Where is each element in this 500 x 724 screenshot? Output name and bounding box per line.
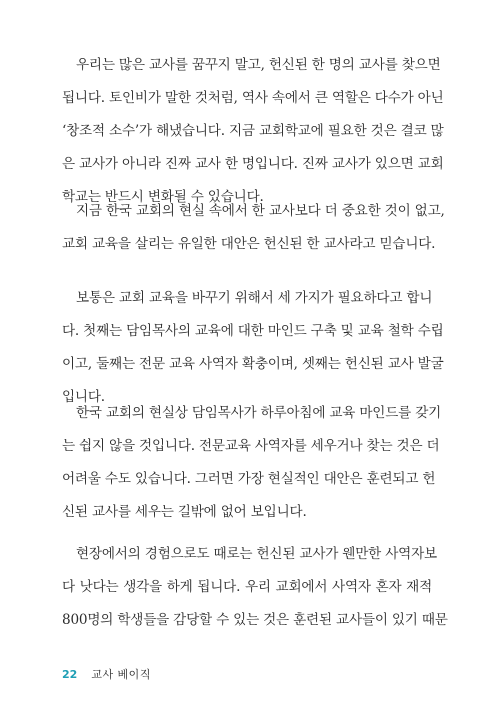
text-line: 다. 첫째는 담임목사의 교육에 대한 마인드 구축 및 교육 철학 수립	[62, 323, 444, 339]
paragraph-4	[62, 403, 442, 522]
text-line: 이고, 둘째는 전문 교육 사역자 확충이며, 셋째는 헌신된 교사 발굴	[62, 356, 444, 372]
paragraph-2	[62, 201, 445, 254]
book-title: 교사 베이직	[91, 668, 151, 681]
text-line: 는 쉽지 않을 것입니다. 전문교육 사역자를 세우거나 찾는 것은 더	[62, 438, 440, 454]
text-line: 지금 한국 교회의 현실 속에서 한 교사보다 더 중요한 것이 없고,	[76, 203, 445, 219]
text-line: 신된 교사를 세우는 길밖에 없어 보입니다.	[62, 504, 307, 520]
text-line: 입니다.	[62, 389, 105, 405]
text-line: 됩니다. 토인비가 말한 것처럼, 역사 속에서 큰 역할은 다수가 아닌	[62, 90, 444, 106]
text-line: 은 교사가 아니라 진짜 교사 한 명입니다. 진짜 교사가 있으면 교회	[62, 156, 444, 172]
text-line: 한국 교회의 현실상 담임목사가 하루아침에 교육 마인드를 갖기	[76, 405, 442, 421]
text-line: 학교는 반드시 변화될 수 있습니다.	[62, 189, 264, 205]
paragraph-5	[62, 544, 448, 630]
text-line: ‘창조적 소수’가 해냈습니다. 지금 교회학교에 필요한 것은 결코 많	[62, 123, 444, 139]
page-footer	[62, 666, 151, 682]
text-line: 우리는 많은 교사를 꿈꾸지 말고, 헌신된 한 명의 교사를 찾으면	[76, 57, 441, 73]
text-line: 현장에서의 경험으로도 때로는 헌신된 교사가 웬만한 사역자보	[76, 546, 437, 562]
page-number: 22	[62, 668, 78, 681]
paragraph-1	[62, 55, 444, 207]
text-line: 다 낫다는 생각을 하게 됩니다. 우리 교회에서 사역자 혼자 재적	[62, 579, 432, 595]
text-line: 어려울 수도 있습니다. 그러면 가장 현실적인 대안은 훈련되고 헌	[62, 471, 436, 487]
text-line: 800명의 학생들을 감당할 수 있는 것은 훈련된 교사들이 있기 때문	[62, 612, 448, 628]
text-line: 교회 교육을 살리는 유일한 대안은 헌신된 한 교사라고 믿습니다.	[62, 236, 436, 252]
paragraph-3	[62, 288, 444, 407]
text-line: 보통은 교회 교육을 바꾸기 위해서 세 가지가 필요하다고 합니	[76, 290, 433, 306]
